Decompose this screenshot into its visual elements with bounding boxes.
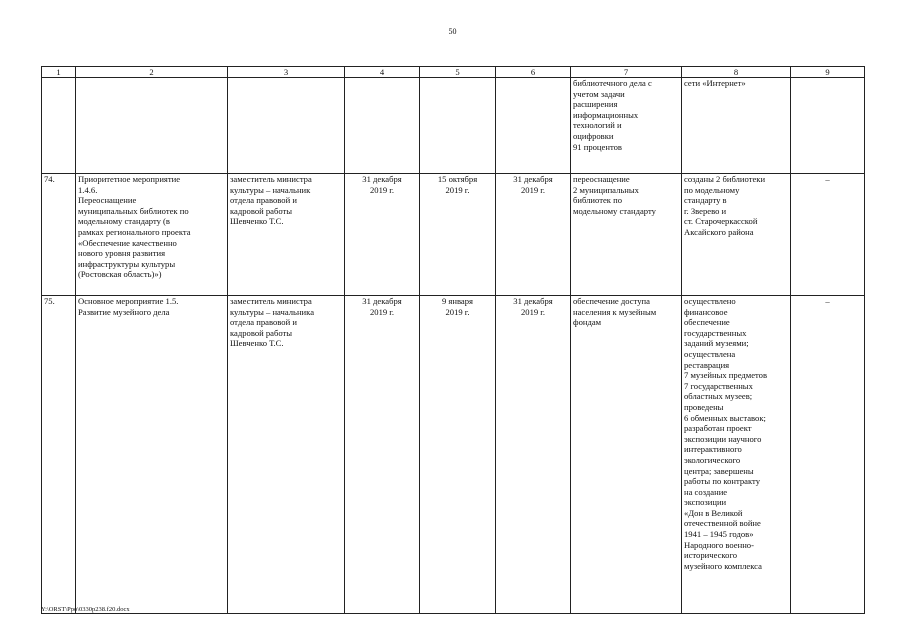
expected-result: библиотечного дела с учетом задачи расширения информационных технологий и оцифровки 91 процентов xyxy=(571,78,682,174)
header-col-1: 1 xyxy=(42,67,76,78)
page-number: 50 xyxy=(448,27,457,36)
header-col-5: 5 xyxy=(420,67,496,78)
actual-result: сети «Интернет» xyxy=(682,78,791,174)
table-row xyxy=(42,78,865,174)
actual-result: созданы 2 библиотеки по модельному стандарту в г. Зверево и ст. Старочеркасской Аксайского района xyxy=(682,174,791,296)
row-number: 74. xyxy=(42,174,76,296)
planned-date: 31 декабря 2019 г. xyxy=(345,296,420,614)
expected-result: переоснащение 2 муниципальных библиотек по модельному стандарту xyxy=(571,174,682,296)
file-path-footer: Y:\ORST\Ppo\0330p238.f20.docx xyxy=(41,606,130,613)
header-col-8: 8 xyxy=(682,67,791,78)
row-number: 75. xyxy=(42,296,76,614)
start-date: 9 января 2019 г. xyxy=(420,296,496,614)
start-date xyxy=(420,78,496,174)
expected-result: обеспечение доступа населения к музейным фондам xyxy=(571,296,682,614)
executor: заместитель министра культуры – начальника отдела правовой и кадровой работы Шевченко Т.С. xyxy=(228,296,345,614)
header-col-3: 3 xyxy=(228,67,345,78)
table-row xyxy=(42,174,865,296)
note: – xyxy=(791,296,865,614)
measure-name: Основное мероприятие 1.5. Развитие музейного дела xyxy=(76,296,228,614)
actual-result: осуществлено финансовое обеспечение государственных заданий музеями; осуществлена реставрация 7 музейных предметов 7 государственных областных музеев; проведены 6 обменных выставок; разработан проект экспозиции научного интерактивного экологического центра; завершены работы по контракту на создание экспозиции «Дон в Великой отечественной войне 1941 – 1945 годов» Народного военно- исторического музейного комплекса xyxy=(682,296,791,614)
note: – xyxy=(791,174,865,296)
measure-name xyxy=(76,78,228,174)
note xyxy=(791,78,865,174)
planned-date xyxy=(345,78,420,174)
start-date: 15 октября 2019 г. xyxy=(420,174,496,296)
header-col-4: 4 xyxy=(345,67,420,78)
end-date xyxy=(496,78,571,174)
measure-name: Приоритетное мероприятие 1.4.6. Переоснащение муниципальных библиотек по модельному стандарту (в рамках регионального проекта «Обеспечение качественно нового уровня развития инфраструктуры культуры (Ростовская область)») xyxy=(76,174,228,296)
end-date: 31 декабря 2019 г. xyxy=(496,296,571,614)
report-table xyxy=(41,66,865,614)
header-col-9: 9 xyxy=(791,67,865,78)
end-date: 31 декабря 2019 г. xyxy=(496,174,571,296)
header-col-7: 7 xyxy=(571,67,682,78)
planned-date: 31 декабря 2019 г. xyxy=(345,174,420,296)
table-row xyxy=(42,296,865,614)
executor: заместитель министра культуры – начальник отдела правовой и кадровой работы Шевченко Т.С. xyxy=(228,174,345,296)
header-row xyxy=(42,67,865,78)
executor xyxy=(228,78,345,174)
row-number xyxy=(42,78,76,174)
header-col-6: 6 xyxy=(496,67,571,78)
header-col-2: 2 xyxy=(76,67,228,78)
